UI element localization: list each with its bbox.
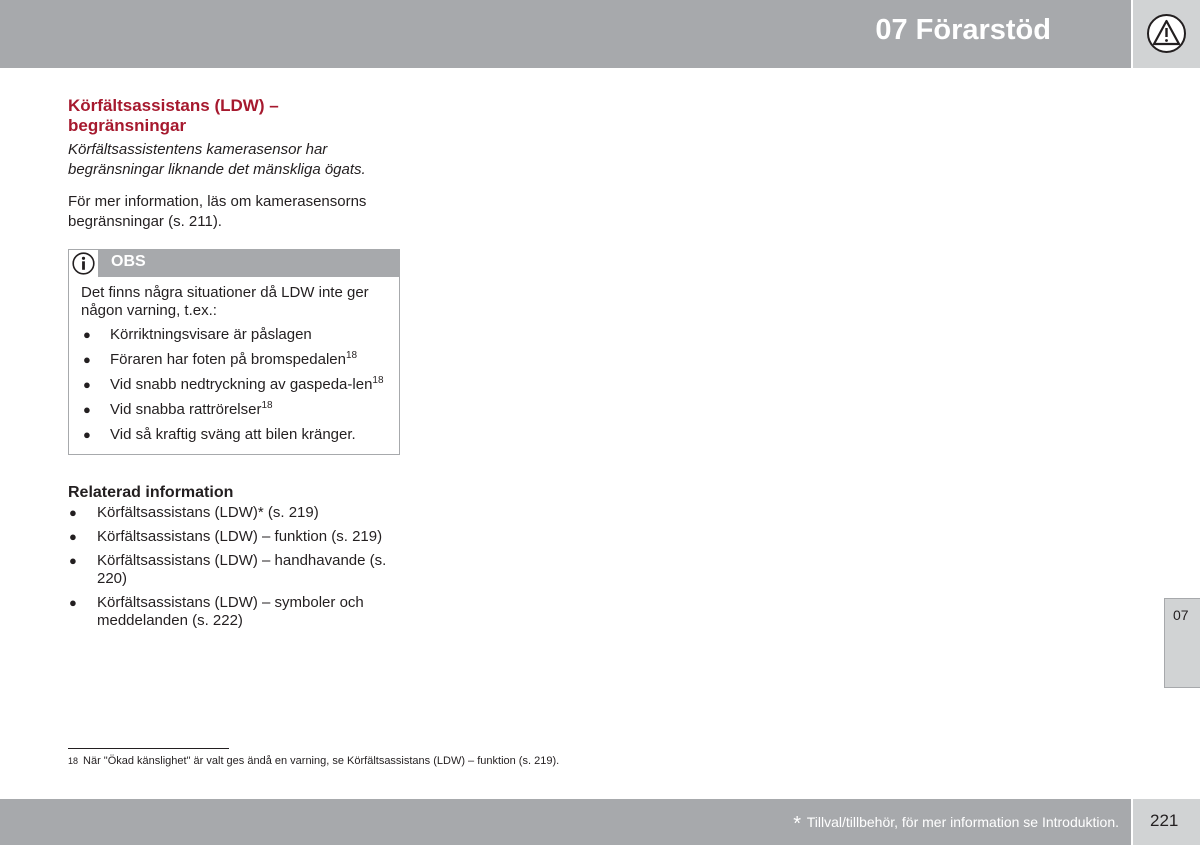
chapter-title: 07 Förarstöd [875,14,1051,46]
footnote-ref: 18 [261,400,273,411]
obs-bullet-item [81,401,389,419]
related-link[interactable]: Körfältsassistans (LDW) – funktion (s. 219) [97,528,383,545]
chapter-side-tab[interactable] [1164,598,1200,688]
bullet-icon: ● [83,327,91,342]
page-number-box [1133,799,1200,845]
footer-note [793,813,1119,836]
obs-bullet-text: Vid snabba rattrörelser [110,401,262,418]
related-link[interactable]: Körfältsassistans (LDW) – handhavande (s. 220) [97,552,387,587]
related-link[interactable]: Körfältsassistans (LDW)* (s. 219) [97,504,319,521]
side-tab-label: 07 [1173,607,1189,623]
section-title-line1: Körfältsassistans (LDW) – [68,96,279,115]
footnote-text: När "Ökad känslighet" är valt ges ändå en varning, se Körfältsassistans (LDW) – funktion (s. 219). [83,755,560,767]
bullet-icon: ● [83,377,91,392]
bullet-icon: ● [69,505,77,520]
obs-bullet-item [81,426,389,444]
page-number: 221 [1150,811,1179,830]
related-item[interactable] [68,504,400,522]
related-list [68,504,400,630]
obs-bullet-item [81,326,389,344]
bullet-icon: ● [83,427,91,442]
obs-bullet-list [81,326,389,444]
footnote-divider [68,748,229,749]
bullet-icon: ● [69,553,77,568]
footnote-ref: 18 [345,350,358,361]
footnote-ref: 18 [372,375,384,386]
footnote-number: 18 [68,756,79,766]
related-heading: Relaterad information [68,484,234,501]
main-column [68,96,400,636]
obs-label: OBS [111,253,146,270]
obs-content [69,277,399,454]
obs-bullet-text: Vid så kraftig sväng att bilen kränger. [110,426,356,443]
obs-bullet-text: Vid snabb nedtryckning av gaspeda-len [110,376,373,393]
obs-bullet-item [81,351,389,369]
body-text: För mer information, läs om kamerasensorns begränsningar (s. 211). [68,193,367,230]
obs-bullet-item [81,376,389,394]
related-link[interactable]: Körfältsassistans (LDW) – symboler och meddelanden (s. 222) [97,594,364,629]
bullet-icon: ● [83,402,91,417]
obs-header [69,250,399,277]
related-item[interactable] [68,528,400,546]
header-bar [0,0,1131,68]
warning-triangle-icon [1146,13,1187,54]
related-item[interactable] [68,594,400,630]
bullet-icon: ● [69,529,77,544]
related-item[interactable] [68,552,400,588]
bullet-icon: ● [69,595,77,610]
obs-icon-box [69,250,99,277]
footnote [68,755,559,767]
obs-bullet-text: Föraren har foten på bromspedalen [110,351,346,368]
asterisk-icon: * [793,813,802,835]
obs-bullet-text: Körriktningsvisare är påslagen [110,326,312,343]
section-title-line2: begränsningar [68,116,187,135]
obs-text: Det finns några situationer då LDW inte ger någon varning, t.ex.: [81,284,369,319]
header-icon-box [1133,0,1200,68]
intro-text: Körfältsassistentens kamerasensor har begränsningar liknande det mänskliga ögats. [68,141,366,178]
section-title [68,96,400,136]
obs-note-box [68,249,400,455]
footer-note-text: Tillval/tillbehör, för mer information se Introduktion. [806,814,1119,830]
info-icon [72,252,95,275]
footer-bar [0,799,1131,845]
bullet-icon: ● [83,352,91,367]
